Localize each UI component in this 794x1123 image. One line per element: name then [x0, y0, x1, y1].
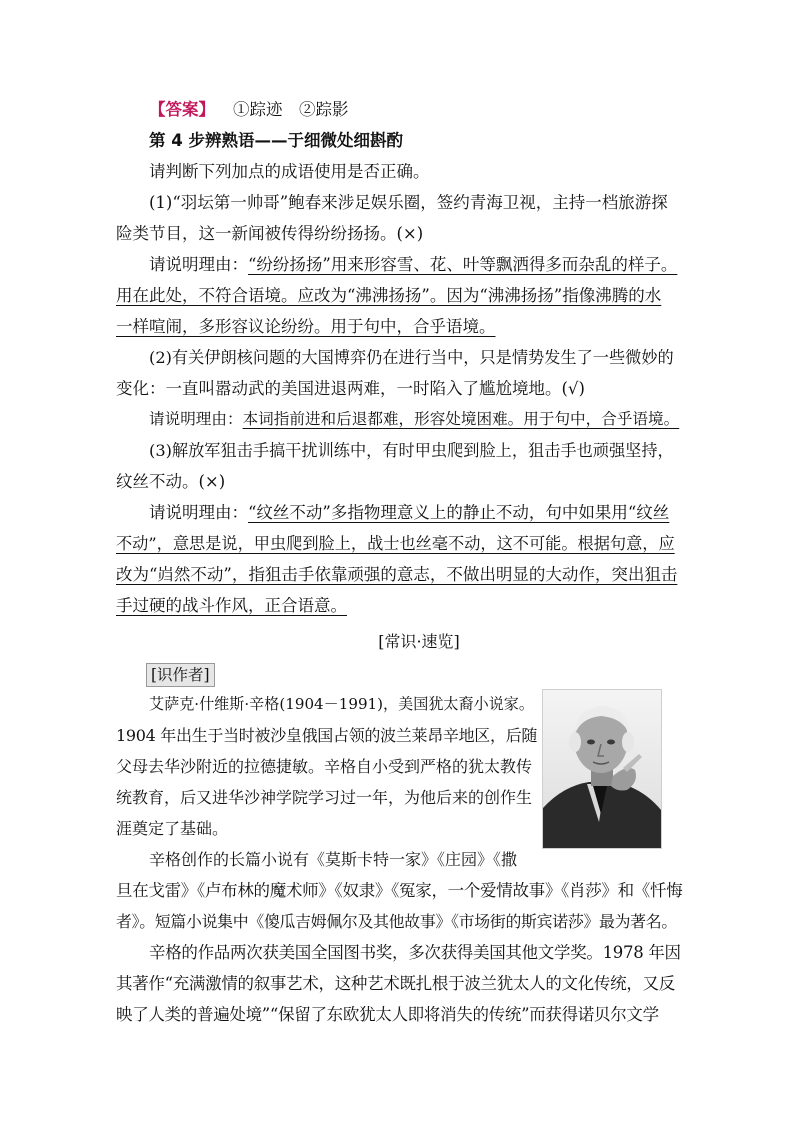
- section-tag-wrap: [116, 659, 682, 689]
- bio-line-2: 1904 年出生于当时被沙皇俄国占领的波兰莱昂辛地区，后随: [116, 726, 538, 745]
- question-2-reason: [116, 404, 682, 435]
- step-instruction: 请判断下列加点的成语使用是否正确。: [149, 162, 430, 181]
- question-3-reason-line-4: 手过硬的战斗作风，正合语意。: [116, 596, 347, 615]
- section-tag: [识作者]: [146, 663, 215, 687]
- question-3-reason-line-2: 不动”，意思是说，甲虫爬到脸上，战士也丝毫不动，这不可能。根据句意，应: [116, 534, 675, 553]
- award-line-2: 其著作“充满激情的叙事艺术，这种艺术既扎根于波兰犹太人的文化传统，又反: [116, 974, 675, 993]
- question-1-line-1: (1)“羽坛第一帅哥”鲍春来涉足娱乐圈，签约青海卫视，主持一档旅游探: [149, 193, 668, 212]
- award-line-1: 辛格的作品两次获美国全国图书奖，多次获得美国其他文学奖。1978 年因: [149, 943, 681, 962]
- document-content: [116, 94, 682, 1030]
- works-line-2: 者》。短篇小说集中《傻瓜吉姆佩尔及其他故事》《市场街的斯宾诺莎》最为著名。: [116, 912, 677, 931]
- question-3-reason: [116, 497, 682, 528]
- author-block: [116, 689, 682, 875]
- award-line-3: 映了人类的普遍处境”“保留了东欧犹太人即将消失的传统”而获得诺贝尔文学: [116, 1005, 659, 1024]
- bio-line-6: 辛格创作的长篇小说有《莫斯卡特一家》《庄园》《撒: [149, 850, 518, 869]
- reason-label: 请说明理由：: [149, 503, 248, 522]
- reason-label: 请说明理由：: [149, 255, 248, 274]
- reason-text: 本词指前进和后退都难，形容处境困难。用于句中，合乎语境。: [242, 410, 680, 428]
- question-3-line-2: 纹丝不动。(×): [116, 472, 226, 491]
- portrait-photo-icon: [543, 690, 661, 848]
- question-1-reason-line-3: 一样喧闹，多形容议论纷纷。用于句中，合乎语境。: [116, 317, 496, 336]
- question-1-reason-line-2: 用在此处，不符合语境。应改为“沸沸扬扬”。因为“沸沸扬扬”指像沸腾的水: [116, 286, 662, 305]
- answer-value: ①踪迹 ②踪影: [233, 100, 349, 119]
- bio-line-1: 艾萨克·什维斯·辛格(1904－1991)，美国犹太裔小说家。: [149, 695, 534, 713]
- step-title: 第 4 步辨熟语——于细微处细斟酌: [149, 131, 403, 150]
- reason-text: “纷纷扬扬”用来形容雪、花、叶等飘洒得多而杂乱的样子。: [248, 255, 678, 274]
- works-line-1: 旦在戈雷》《卢布林的魔术师》《奴隶》《冤家，一个爱情故事》《肖莎》和《忏悔: [116, 881, 683, 900]
- answer-tag: 【答案】: [149, 100, 215, 119]
- question-3-line-1: (3)解放军狙击手搞干扰训练中，有时甲虫爬到脸上，狙击手也顽强坚持，: [149, 441, 674, 460]
- author-portrait-image: [542, 689, 662, 849]
- reason-label: 请说明理由：: [149, 410, 243, 428]
- bio-line-4: 统教育，后又进华沙神学院学习过一年，为他后来的创作生: [116, 788, 533, 807]
- question-2-line-1: (2)有关伊朗核问题的大国博弈仍在进行当中，只是情势发生了一些微妙的: [149, 348, 674, 367]
- answer-line: [116, 94, 682, 125]
- question-3-reason-line-3: 改为“岿然不动”，指狙击手依靠顽强的意志，不做出明显的大动作，突出狙击: [116, 565, 678, 584]
- question-2-line-2: 变化：一直叫嚣动武的美国进退两难，一时陷入了尴尬境地。(√): [116, 379, 585, 398]
- bio-line-3: 父母去华沙附近的拉德捷敏。辛格自小受到严格的犹太教传: [116, 757, 533, 776]
- author-bio: [116, 689, 536, 875]
- reason-text: “纹丝不动”多指物理意义上的静止不动，句中如果用“纹丝: [248, 503, 670, 522]
- bio-line-5: 涯奠定了基础。: [116, 819, 229, 838]
- section-heading: [常识·速览]: [378, 632, 460, 651]
- question-1-reason: [116, 249, 682, 280]
- question-1-line-2: 险类节目，这一新闻被传得纷纷扬扬。(×): [116, 224, 424, 243]
